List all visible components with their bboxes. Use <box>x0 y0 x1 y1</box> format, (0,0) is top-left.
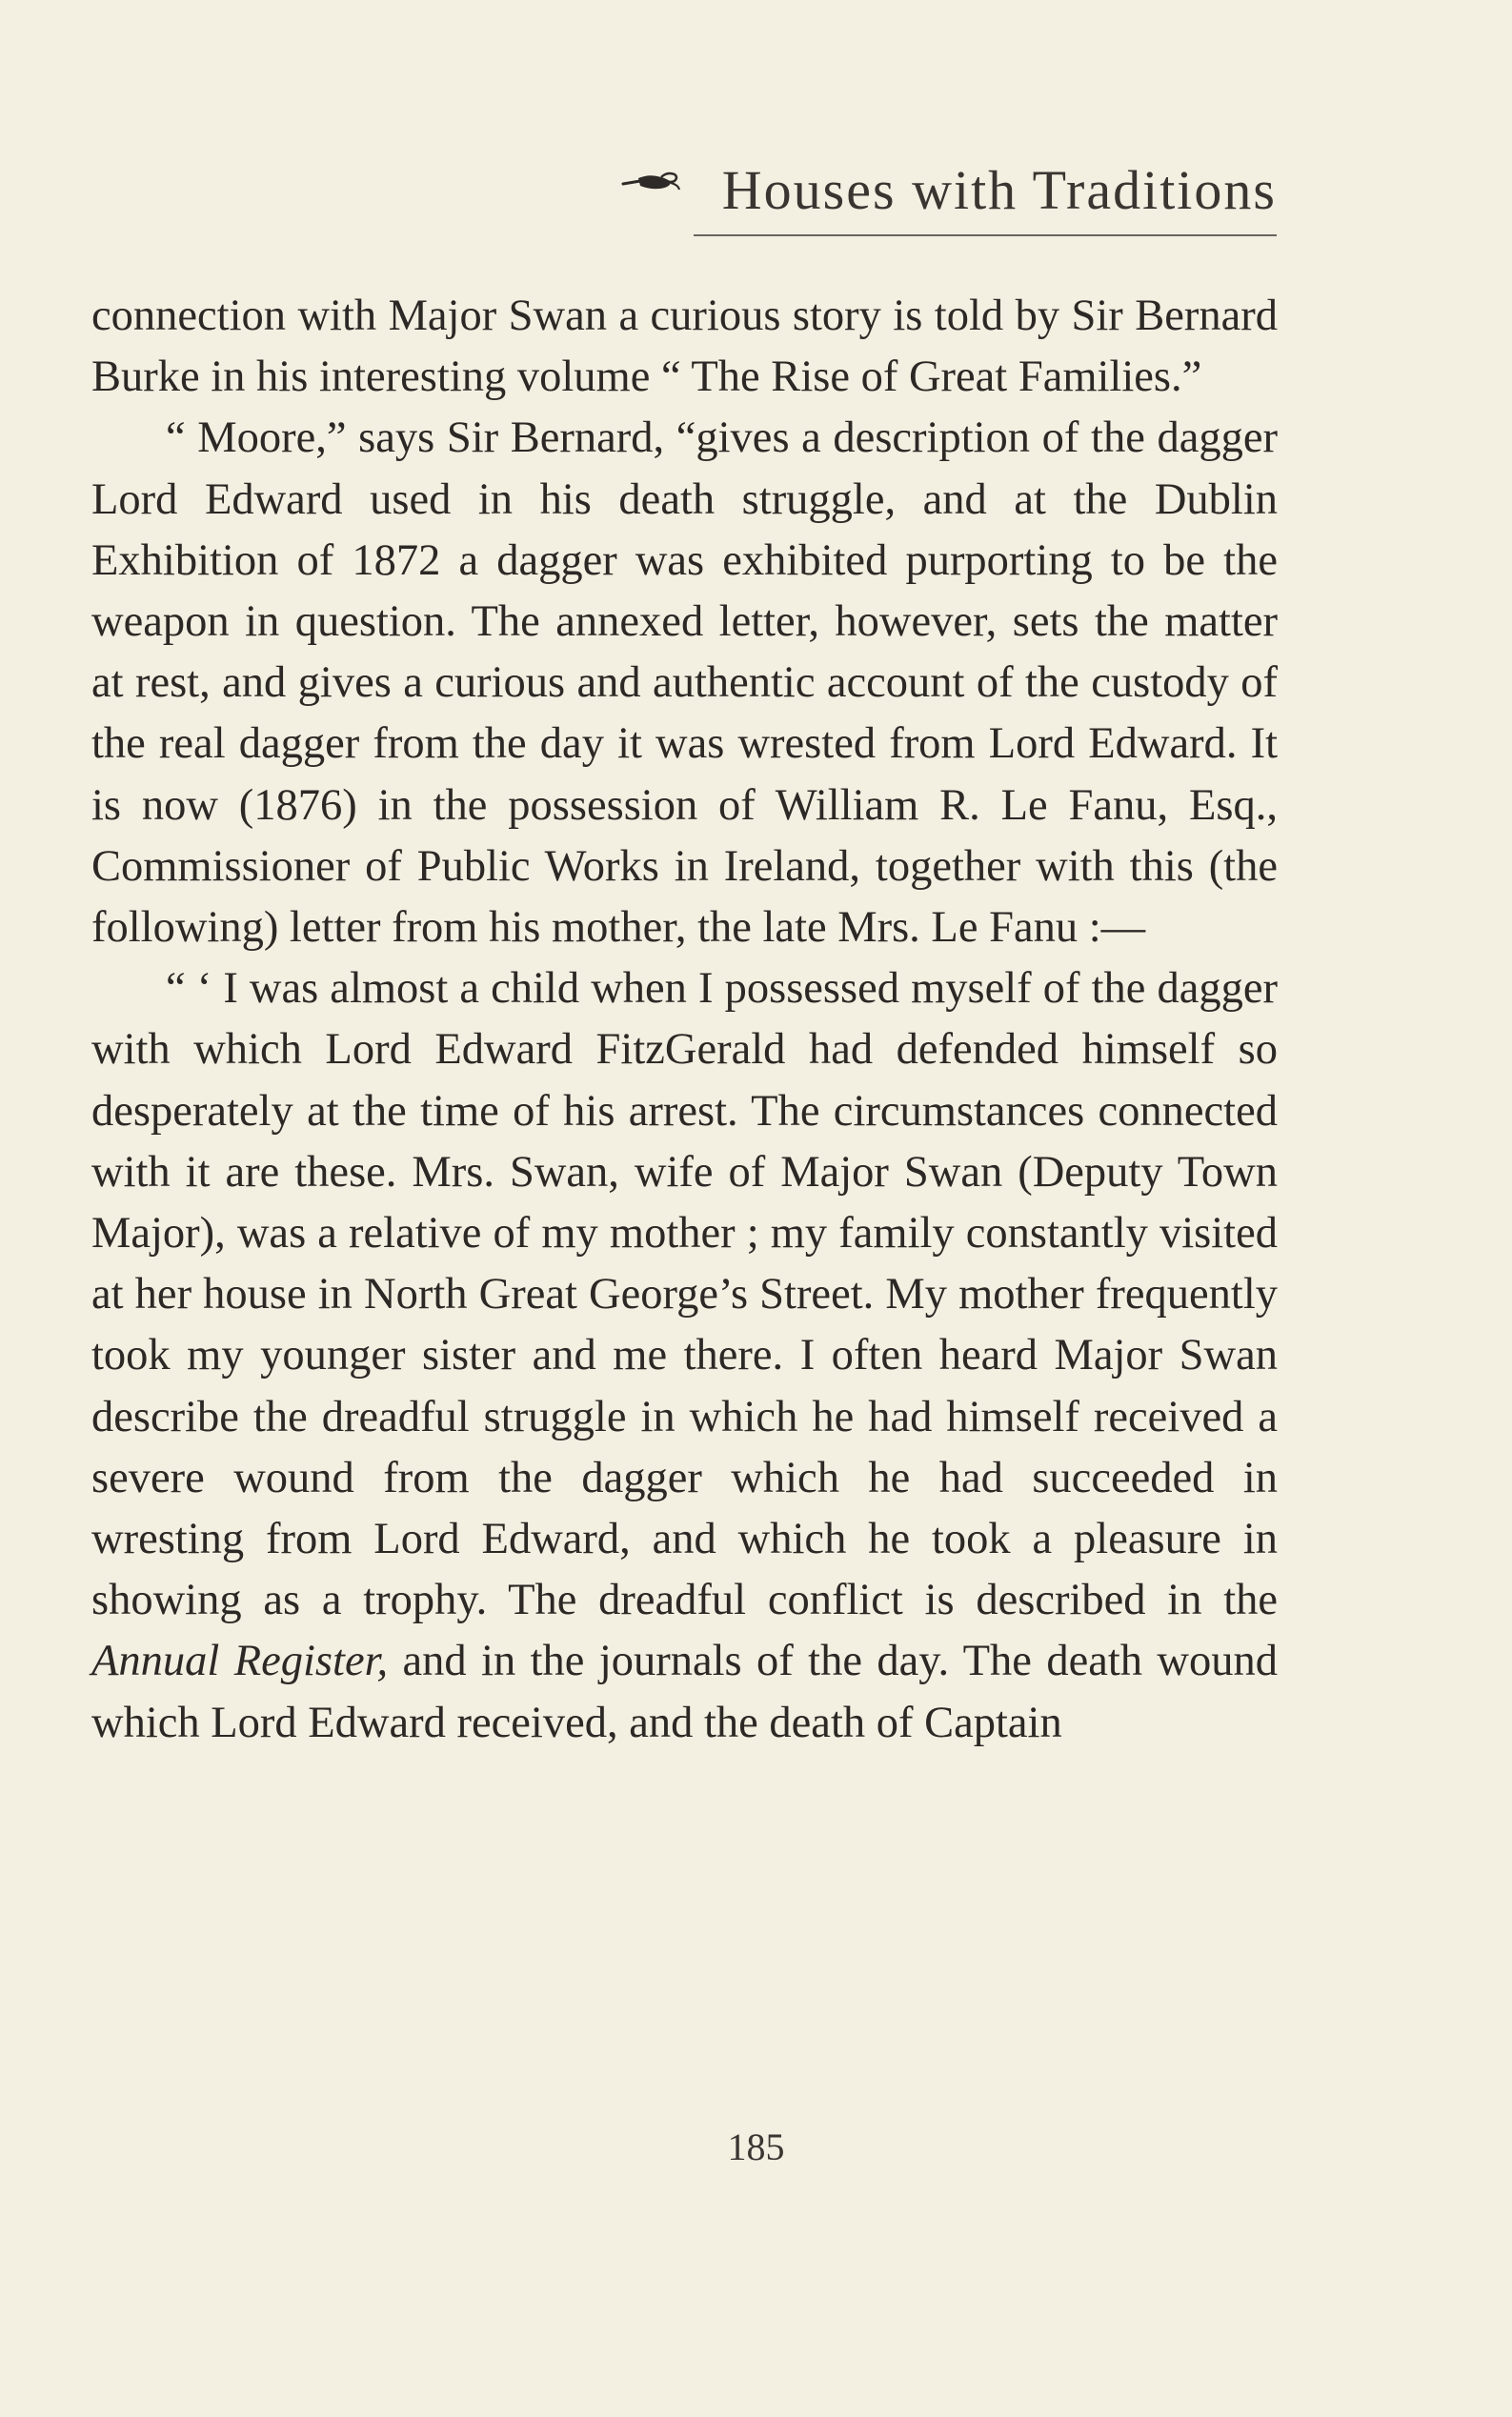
body-text <box>91 286 1278 1754</box>
paragraph-text: “ Moore,” says Sir Bernard, “gives a description of the dagger Lord Edward used in his death struggle, and at the Dublin Exhibition of 1872 a dagger was exhibited purporting to be the weapon in question. The annexed letter, however, sets the matter at rest, and gives a curious and authentic account of the custody of the real dagger from the day it was wrested from Lord Edward. It is now (1876) in the possession of William R. Le Fanu, Esq., Commissioner of Public Works in Ireland, together with this (the following) letter from his mother, the late Mrs. Le Fanu :— <box>91 413 1278 953</box>
paragraph-text: and in the journals of the day. The death wound which Lord Edward received, and the death of Captain <box>91 1637 1278 1747</box>
paragraph <box>91 958 1278 1754</box>
page-number: 185 <box>727 2125 785 2168</box>
hand-pointer-icon <box>621 170 682 199</box>
paragraph <box>91 408 1278 958</box>
paragraph-text: connection with Major Swan a curious story is told by Sir Bernard Burke in his interesting volume “ The Rise of Great Families.” <box>91 292 1278 402</box>
running-head <box>591 157 1277 224</box>
paragraph-text: “ ‘ I was almost a child when I possessed myself of the dagger with which Lord Edward FitzGerald had defended himself so desperately at the time of his arrest. The circumstances connected with it are these. Mrs. Swan, wife of Major Swan (Deputy Town Major), was a relative of my mother ; my family constantly visited at her house in North Great George’s Street. My mother frequently took my younger sister and me there. I often heard Major Swan describe the dreadful struggle in which he had himself received a severe wound from the dagger which he had succeeded in wresting from Lord Edward, and which he took a pleasure in showing as a trophy. The dreadful conflict is described in the <box>91 964 1278 1625</box>
running-head-rule <box>694 234 1277 236</box>
running-head-title: Houses with Traditions <box>721 159 1277 221</box>
italic-title: Annual Register, <box>91 1637 389 1686</box>
paragraph <box>91 286 1278 408</box>
